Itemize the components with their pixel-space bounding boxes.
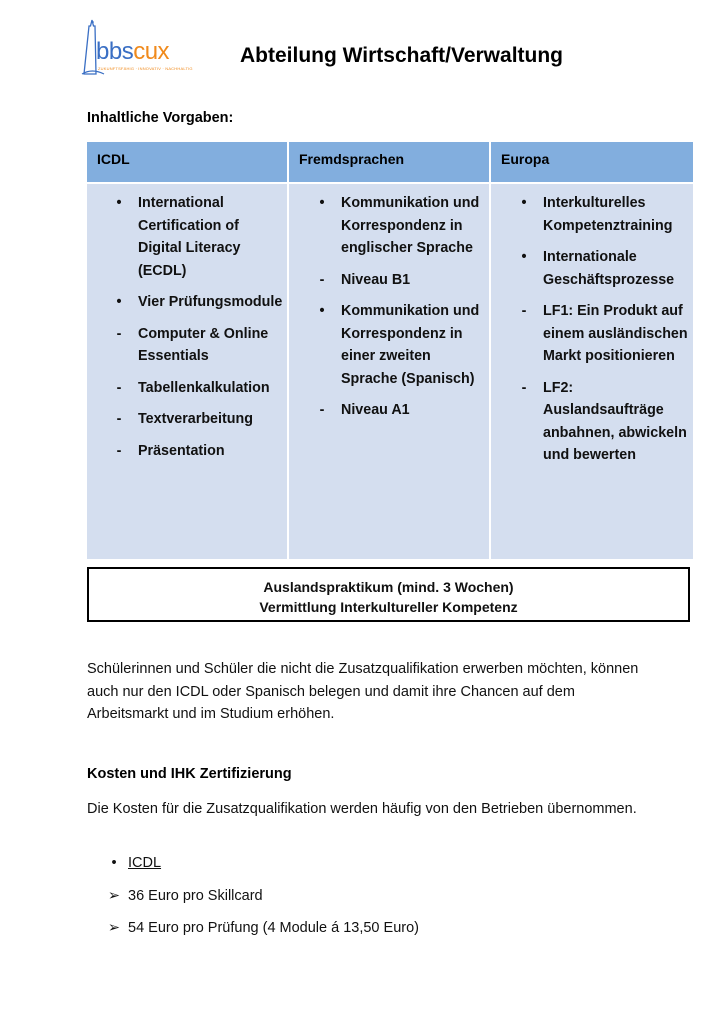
arrow-bullet-icon: ➢ xyxy=(107,920,121,936)
bullet-icon: • xyxy=(521,195,527,211)
list-item-text: Kommunikation und Korrespondenz in einer zweiten Sprache (Spanisch) xyxy=(341,303,480,387)
page-title: Abteilung Wirtschaft/Verwaltung xyxy=(240,44,563,67)
list-item xyxy=(112,408,284,431)
cost-item xyxy=(107,852,161,874)
list-item xyxy=(315,192,485,260)
competence-line: Vermittlung Interkultureller Kompetenz xyxy=(259,599,518,615)
cost-item xyxy=(107,917,419,939)
dash-icon: - xyxy=(116,379,122,396)
list-item-text: LF2: Auslandsaufträge anbahnen, abwickeln und bewerten xyxy=(543,379,687,463)
logo-tagline: ZUKUNFTSFÄHIG · INNOVATIV · NACHHALTIG xyxy=(98,66,193,71)
list-item-text: Vier Prüfungsmodule xyxy=(138,294,283,310)
list-item-text: International Certification of Digital Literacy (ECDL) xyxy=(138,195,241,279)
table-divider xyxy=(489,142,491,559)
list-item-text: Kommunikation und Korrespondenz in englischer Sprache xyxy=(341,195,480,256)
list-item xyxy=(112,440,284,463)
costs-paragraph: Die Kosten für die Zusatzqualifikation werden häufig von den Betrieben übernommen. xyxy=(87,801,637,817)
bullet-icon: • xyxy=(521,249,527,265)
bullet-icon: • xyxy=(116,294,122,310)
list-item-text: Internationale Geschäftsprozesse xyxy=(543,249,675,288)
list-item-text: Tabellenkalkulation xyxy=(138,379,270,396)
dash-icon: - xyxy=(521,379,527,396)
bullet-icon: • xyxy=(319,195,325,211)
list-item xyxy=(315,269,485,292)
dash-icon: - xyxy=(319,402,325,418)
list-item xyxy=(112,291,284,314)
list-item-text: Computer & Online Essentials xyxy=(138,325,269,364)
list-item xyxy=(517,246,689,291)
internship-box xyxy=(87,567,690,622)
list-item-text: Textverarbeitung xyxy=(138,411,253,427)
list-item-text: Niveau B1 xyxy=(341,271,411,288)
cost-item-label: 36 Euro pro Skillcard xyxy=(128,888,263,904)
list-item xyxy=(517,377,689,467)
cost-item xyxy=(107,885,263,907)
list-item xyxy=(315,399,485,422)
column-europa xyxy=(517,192,689,476)
list-item-text: LF1: Ein Produkt auf einem ausländischen Markt positionieren xyxy=(543,303,688,364)
internship-line: Auslandspraktikum (mind. 3 Wochen) xyxy=(263,579,514,595)
arrow-bullet-icon: ➢ xyxy=(107,888,121,904)
list-item-text: Präsentation xyxy=(138,442,225,459)
column-title-europa: Europa xyxy=(501,151,550,167)
dash-icon: - xyxy=(521,303,527,319)
list-item-text: Interkulturelles Kompetenztraining xyxy=(543,195,673,234)
bullet-icon: • xyxy=(111,855,117,871)
column-fremdsprachen xyxy=(315,192,485,431)
section-heading-costs: Kosten und IHK Zertifizierung xyxy=(87,766,292,782)
info-paragraph: Schülerinnen und Schüler die nicht die Zusatzqualifikation erwerben möchten, können auch nur den ICDL oder Spanisch belegen und damit ihre Chancen auf dem Arbeitsmarkt und im Studium erhöhen. xyxy=(87,661,639,722)
dash-icon: - xyxy=(319,271,325,288)
cost-item-label: ICDL xyxy=(128,855,162,871)
list-item xyxy=(112,192,284,282)
school-logo xyxy=(78,18,193,80)
section-heading-content: Inhaltliche Vorgaben: xyxy=(87,110,234,126)
bullet-icon: • xyxy=(116,195,122,211)
cost-item-label: 54 Euro pro Prüfung (4 Module á 13,50 Euro) xyxy=(128,920,419,936)
list-item-text: Niveau A1 xyxy=(341,402,410,418)
column-title-fremdsprachen: Fremdsprachen xyxy=(299,151,405,167)
list-item xyxy=(315,300,485,390)
logo-wordmark: bbscux xyxy=(96,38,170,65)
dash-icon: - xyxy=(116,442,122,459)
column-title-icdl: ICDL xyxy=(97,151,130,167)
list-item xyxy=(112,377,284,400)
bullet-icon: • xyxy=(319,303,325,319)
column-icdl xyxy=(112,192,284,471)
list-item xyxy=(517,300,689,368)
list-item xyxy=(112,323,284,368)
table-divider xyxy=(287,142,289,559)
table-divider xyxy=(87,182,693,184)
curriculum-table xyxy=(87,142,693,559)
dash-icon: - xyxy=(116,325,122,342)
dash-icon: - xyxy=(116,411,122,427)
list-item xyxy=(517,192,689,237)
